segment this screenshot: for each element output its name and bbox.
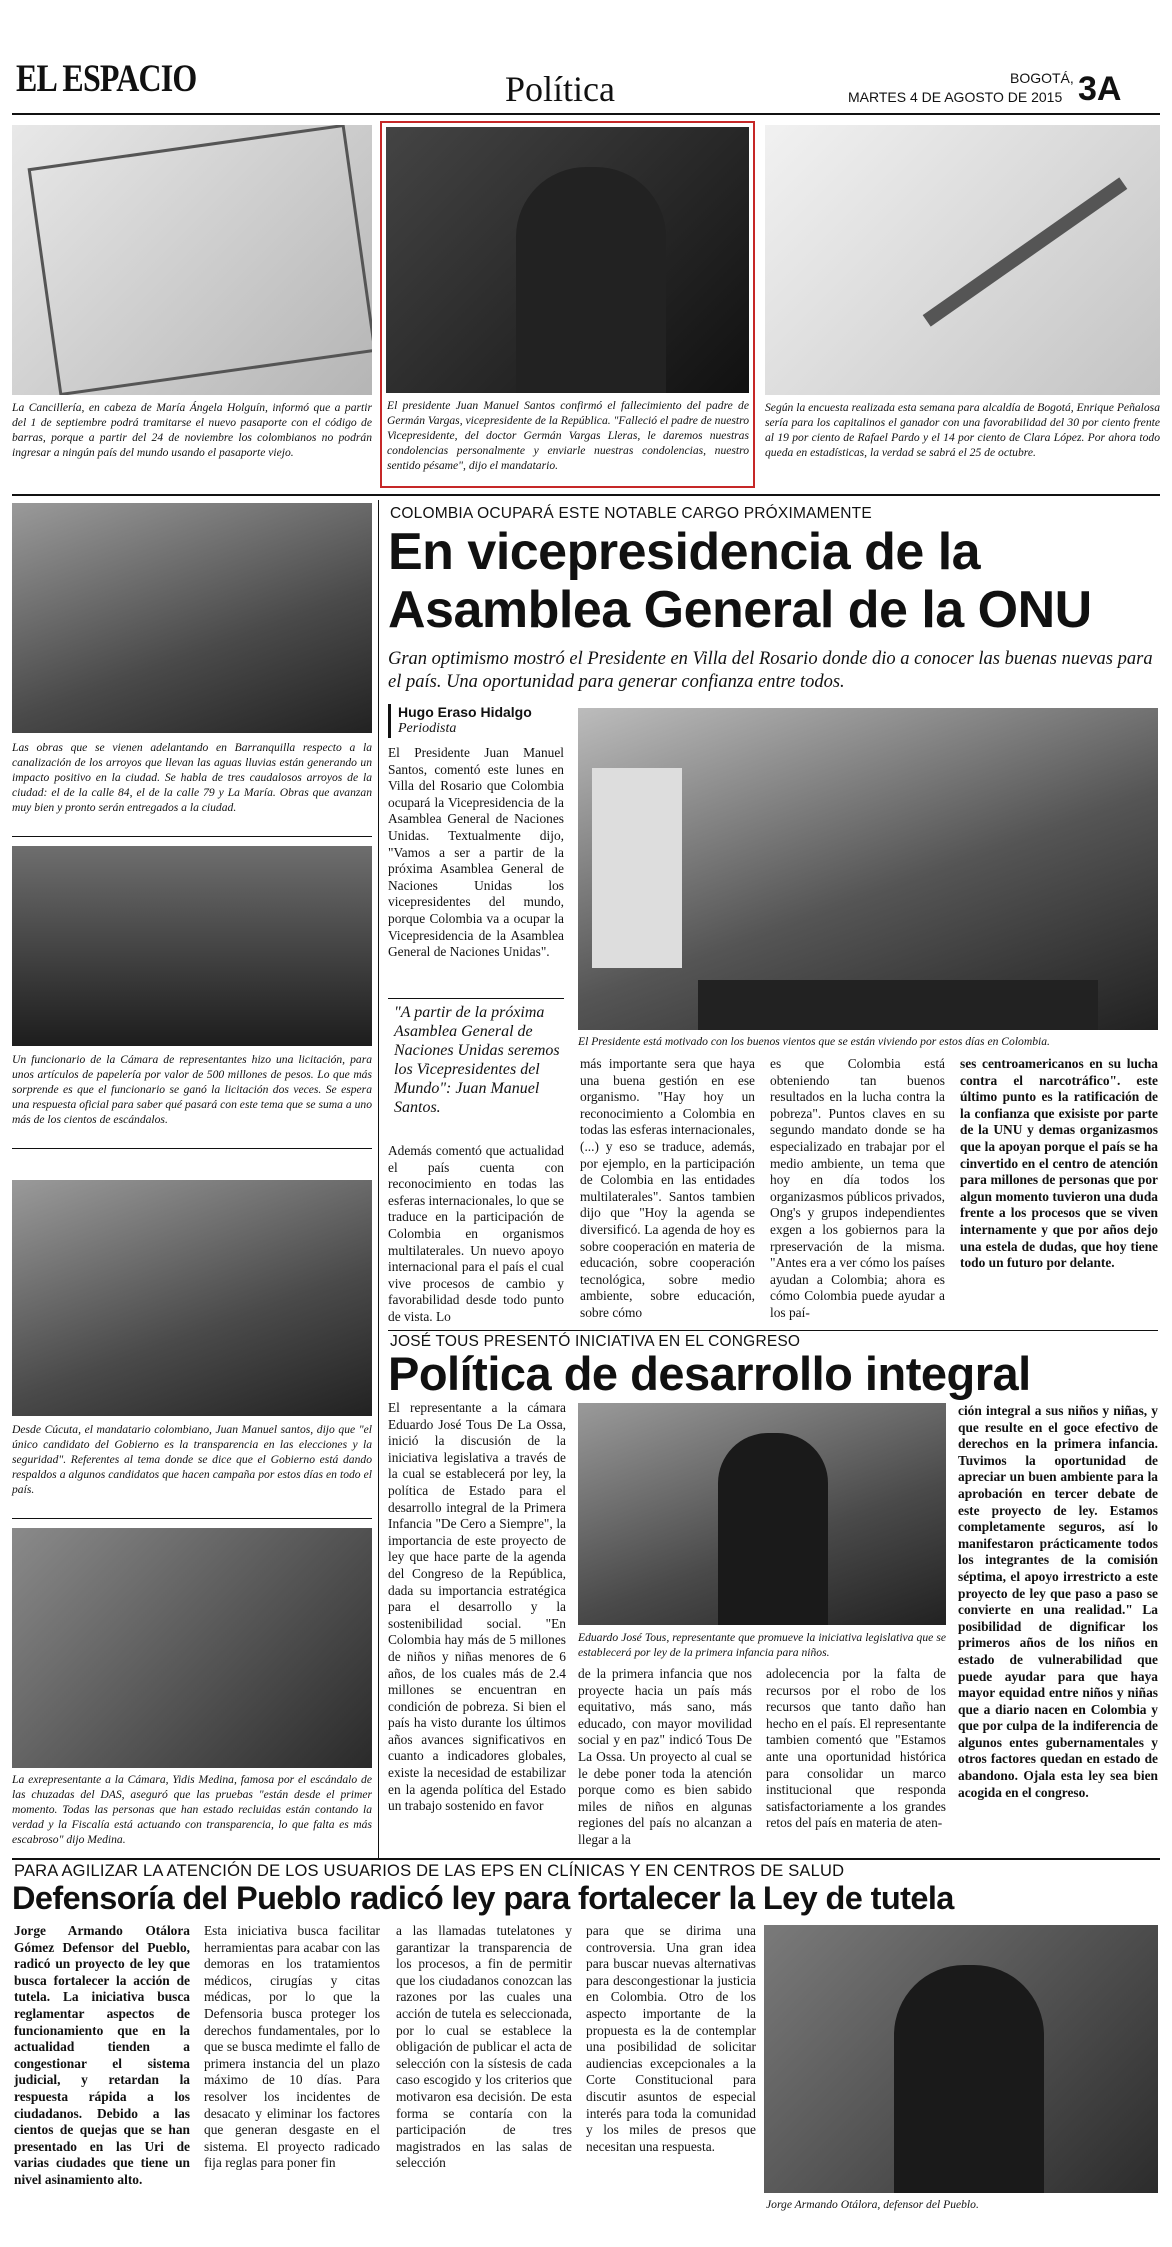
onu-author: Hugo Eraso Hidalgo [398,704,532,720]
onu-headline-line2: Asamblea General de la ONU [388,581,1092,639]
santos-photo [386,127,749,393]
flag-artwork [592,768,682,968]
section-title: Política [505,69,615,109]
onu-lead: Gran optimismo mostró el Presidente en Villa del Rosario donde dio a conocer las buenas nuevas para el país. Una oportunidad para generar confianza entre todos. [388,649,1153,692]
onu-column-1b: Además comentó que actualidad el país cuenta con reconocimiento en todas las esferas internacionales, lo que se traduce en la participación de Colombia en organismos multilaterales. Un nuevo apoyo internacional para el país el cual vive procesos de cambio y favorabilidad desde todo punto de vista. Lo [388,1143,564,1324]
sidebar-column-rule [378,500,379,1858]
otalora-photo [764,1925,1158,2193]
tutela-top-rule [12,1858,1160,1860]
onu-photo-caption: El Presidente está motivado con los buenos vientos que se están viviendo por estos días en Colombia. [578,1035,1050,1048]
visa-stamp-artwork [28,125,372,395]
masthead-date: MARTES 4 DE AGOSTO DE 2015 [848,89,1063,105]
masthead-city: BOGOTÁ, [1010,70,1074,86]
camara-caption: Un funcionario de la Cámara de representantes hizo una licitación, para unos artículos de papelería por valor de 500 millones de pesos. Lo que más sorprende es que el funcionario se ganó la licitación dos veces. Se espera una respuesta oficial para saber qué pasará con este tema que se suma a uno más de los cientos de escándalos. [12,1053,372,1126]
tous-column-4: ción integral a sus niños y niñas, y que resulte en el goce efectivo de derechos en la primera infancia. Tuvimos la oportunidad de apreciar un buen ambiente para la aprobación en tercer debate de este proyecto de ley. Estamos completamente seguros, así lo manifestaron prácticamente todos los integrantes de la comisión séptima, el apoyo irrestricto a este proyecto de ley que paso a paso se convierte en una realidad." La posibilidad de dignificar los primeros años de los niños en estado de vulnerabilidad que puede ayudar para que haya mayor equidad entre niños y niñas que a diario nacen en Colombia y que por culpa de la indiferencia de algunos entes gubernamentales y otros factores quedan en estado de abandono. Ojala esta ley sea bien acogida en el congreso. [958,1403,1158,1800]
tous-column-3: adolecencia por la falta de recursos por el robo de los recursos que tanto daño han hecho en el país. El representante tambien comentó que "Estamos ante una oportunidad histórica para consolidar un marco institucional que responda satisfactoriamente a los grandes retos del país en materia de aten- [766,1666,946,1831]
onu-column-1: El Presidente Juan Manuel Santos, comentó este lunes en Villa del Rosario que Colombia ocupará la Vicepresidencia de la Asamblea General de Naciones Unidas. Textualmente dijo, "Vamos a ser a partir de la próxima Asamblea General de Naciones Unidas los vicepresidentes del mundo, porque Colombia va a ocupar la Vicepresidencia de la Asamblea General de Naciones Unidas". [388,745,564,960]
cucuta-photo [12,1180,372,1416]
santos-silhouette [516,167,666,393]
survey-caption: Según la encuesta realizada esta semana para alcaldía de Bogotá, Enrique Peñalosa sería para los capitalinos el ganador con una favorabilidad del 30 por ciento frente al 19 por ciento de Rafael Pardo y el 14 por ciento de Clara López. Por ahora todo queda en estadísticas, la verdad se sabrá el 25 de octubre. [765,401,1160,459]
otalora-silhouette [894,1965,1044,2193]
onu-author-role: Periodista [398,721,457,736]
onu-bottom-rule [388,1330,1158,1331]
onu-column-3: es que Colombia está obteniendo tan buenos resultados en la lucha contra la pobreza". Puntos claves en su segundo mandato donde se ha especializado en trabajar por el medio ambiente, un tema que hoy en día todos los organizasmos públicos privados, Ong's y grupos independientes exgen a los gobiernos para la rpreservación de la misma. "Antes era a ver cómo los países ayudan a Colombia; ahora es cómo Colombia puede ayudar a los paí- [770,1056,945,1320]
yidis-caption: La exrepresentante a la Cámara, Yidis Medina, famosa por el escándalo de las chuzadas del DAS, aseguró que las pruebas "están desde el primer momento. Todas las personas que han estado recluidas están contando la verdad y la Fiscalía está actuando con transparencia, lo que falta es más escabroso" dijo Medina. [12,1773,372,1846]
top-strip-rule [12,494,1160,496]
survey-photo [765,125,1160,395]
otalora-photo-caption: Jorge Armando Otálora, defensor del Pueblo. [766,2198,979,2211]
tous-column-1: El representante a la cámara Eduardo José Tous De La Ossa, inició la discusión de la iniciativa legislativa a través de la cual se establecerá por ley, la política de Estado para el desarrollo integral de la Primera Infancia "De Cero a Siempre", la importancia de este proyecto de ley que hace parte de la agenda del Congreso de la República, dada su importancia estratégica para el desarrollo y la sostenibilidad social. "En Colombia hay más de 5 millones de niños y niñas menores de 6 años, de los cuales más de 2.4 millones se encuentran en condición de pobreza. Si bien el país ha visto durante los últimos años avances significativos en cuanto a indicadores globales, existe la necesidad de estabilizar en la agenda política del Estado un trabajo sostenido en favor [388,1400,566,1814]
tutela-kicker: PARA AGILIZAR LA ATENCIÓN DE LOS USUARIOS DE LAS EPS EN CLÍNICAS Y EN CENTROS DE SALUD [14,1862,845,1880]
camara-photo [12,846,372,1046]
tous-kicker: JOSÉ TOUS PRESENTÓ INICIATIVA EN EL CONGRESO [390,1333,801,1350]
tutela-column-1: Jorge Armando Otálora Gómez Defensor del Pueblo, radicó un proyecto de ley que busca fortalecer la acción de tutela. La iniciativa busca reglamentar aspectos de funcionamiento que en la actualidad tienden a congestionar el sistema judicial, y retardan la respuesta rápida a los ciudadanos. Debido a las cientos de quejas que se han presentado en las Uri de varias ciudades que tiene un nivel asinamiento alto. [14,1923,190,2187]
barranquilla-photo [12,503,372,733]
tous-photo [578,1403,946,1625]
tutela-headline: Defensoría del Pueblo radicó ley para fortalecer la Ley de tutela [12,1880,954,1916]
tous-photo-caption: Eduardo José Tous, representante que promueve la iniciativa legislativa que se establecerá por ley de la primera infancia para niños. [578,1631,946,1659]
sidebar-divider-1 [12,836,372,837]
author-bar [388,704,391,738]
tous-silhouette [718,1433,828,1625]
santos-onu-photo [578,708,1158,1030]
onu-column-2: más importante sera que haya una buena gestión en ese organismo. "Hay hoy un reconocimiento a Colombia en todas las esferas internacionales, (...) y eso se traduce, además, por ejemplo, en la participación de Colombia en las entidades multilaterales". Santos tambien dijo que "Hoy la agenda se diversificó. La agenda de hoy es sobre cooperación en materia de educación, sobre cooperación tecnológica, sobre medio ambiente, sobre educación, sobre cómo [580,1056,755,1320]
masthead-rule [12,113,1160,115]
santos-caption: El presidente Juan Manuel Santos confirmó el fallecimiento del padre de Germán Vargas, vicepresidente de la República. "Falleció el padre de nuestro Vicepresidente, del doctor Germán Vargas Lleras, le daremos nuestras condolencias personalmente y enviarle nuestras condolencias, nuestro sentido pésame", dijo el mandatario. [387,399,749,472]
tutela-column-2: Esta iniciativa busca facilitar herramientas para acabar con las demoras en los tratamientos médicos, cirugías y citas médicas, por lo que la Defensoria busca proteger los derechos fundamentales, por lo que se busca medimte el fallo de primera instancia del un plazo máximo de 10 días. Para resolver los incidentes de desacato y eliminar los factores que generan desgaste en el sistema. El proyecto radicado fija reglas para poner fin [204,1923,380,2171]
tous-column-2: de la primera infancia que nos proyecte hacia un país más equitativo, más sano, más educado, con mayor movilidad social y en paz" indicó Tous De La Ossa. Un proyecto al cual se le debe poner toda la atención porque como es bien sabido miles de niños en algunas regiones del país no alcanzan a llegar a la [578,1666,752,1847]
yidis-photo [12,1528,372,1768]
pull-quote-rule [388,998,564,999]
podium-artwork [698,980,1098,1030]
tous-headline: Política de desarrollo integral [388,1347,1031,1400]
visa-caption: La Cancillería, en cabeza de María Ángela Holguín, informó que a partir del 1 de septiembre podrá tramitarse el nuevo pasaporte con el código de barras, porque a partir del 24 de noviembre los colombianos no podrán ingresar a ningún país del mundo usando el pasaporte viejo. [12,401,372,459]
cucuta-caption: Desde Cúcuta, el mandatario colombiano, Juan Manuel santos, dijo que "el único candidato del Gobierno es la transparencia en las elecciones y la seguridad". Referentes al tema donde se dice que el Gobierno está dando respaldos a algunos candidatos que hacen campaña por estos días en todo el país. [12,1423,372,1496]
visa-photo [12,125,372,395]
page-number: 3A [1078,70,1122,108]
pen-artwork [923,177,1128,326]
onu-pull-quote: "A partir de la próxima Asamblea General de Naciones Unidas seremos los Vicepresidentes del Mundo": Juan Manuel Santos. [394,1004,560,1116]
tutela-column-4: para que se dirima una controversia. Una gran idea para buscar nuevas alternativas para descongestionar la justicia en Colombia. Otro de los aspecto importante de la propuesta es la de contemplar una posibilidad de solicitar audiencias excepcionales a la Corte Constitucional para discutir asuntos de especial interés para toda la comunidad y los miles de presos que necesitan una respuesta. [586,1923,756,2154]
tutela-column-3: a las llamadas tutelatones y garantizar la transparencia de los procesos, a fin de permitir que los ciudadanos conozcan las razones por las cuales una acción de tutela es seleccionada, por lo cual se establece la obligación de publicar el acta de selección con la sístesis de cada caso escogido y los criterios que motivaron esa decisión. De esta forma se contaría con la participación de tres magistrados en las salas de selección [396,1923,572,2171]
masthead-logo: EL ESPACIO [16,57,197,100]
barranquilla-caption: Las obras que se vienen adelantando en Barranquilla respecto a la canalización de los arroyos que llevan las aguas lluvias están generando un impacto positivo en la ciudad. Se habla de tres caudalosos arroyos de la ciudad: el de la calle 84, el de la calle 79 y La María. Obras que avanzan muy bien y pronto serán entregados a la ciudad. [12,741,372,814]
onu-kicker: COLOMBIA OCUPARÁ ESTE NOTABLE CARGO PRÓXIMAMENTE [390,505,872,522]
onu-headline-line1: En vicepresidencia de la [388,523,981,581]
onu-column-4: ses centroamericanos en su lucha contra el narcotráfico". este último punto es la ratificación de la confianza que exisiste por parte de la UNU y demas organizasmos que la apoyan porque el país se ha cinvertido en el centro de atención para millones de personas que por algun momento tuvieron una duda frente a los procesos que se viven internamente y que por años dejo una estela de dudas, que hoy tiene todo un futuro por delante. [960,1056,1158,1271]
sidebar-divider-2 [12,1148,372,1149]
sidebar-divider-3 [12,1518,372,1519]
